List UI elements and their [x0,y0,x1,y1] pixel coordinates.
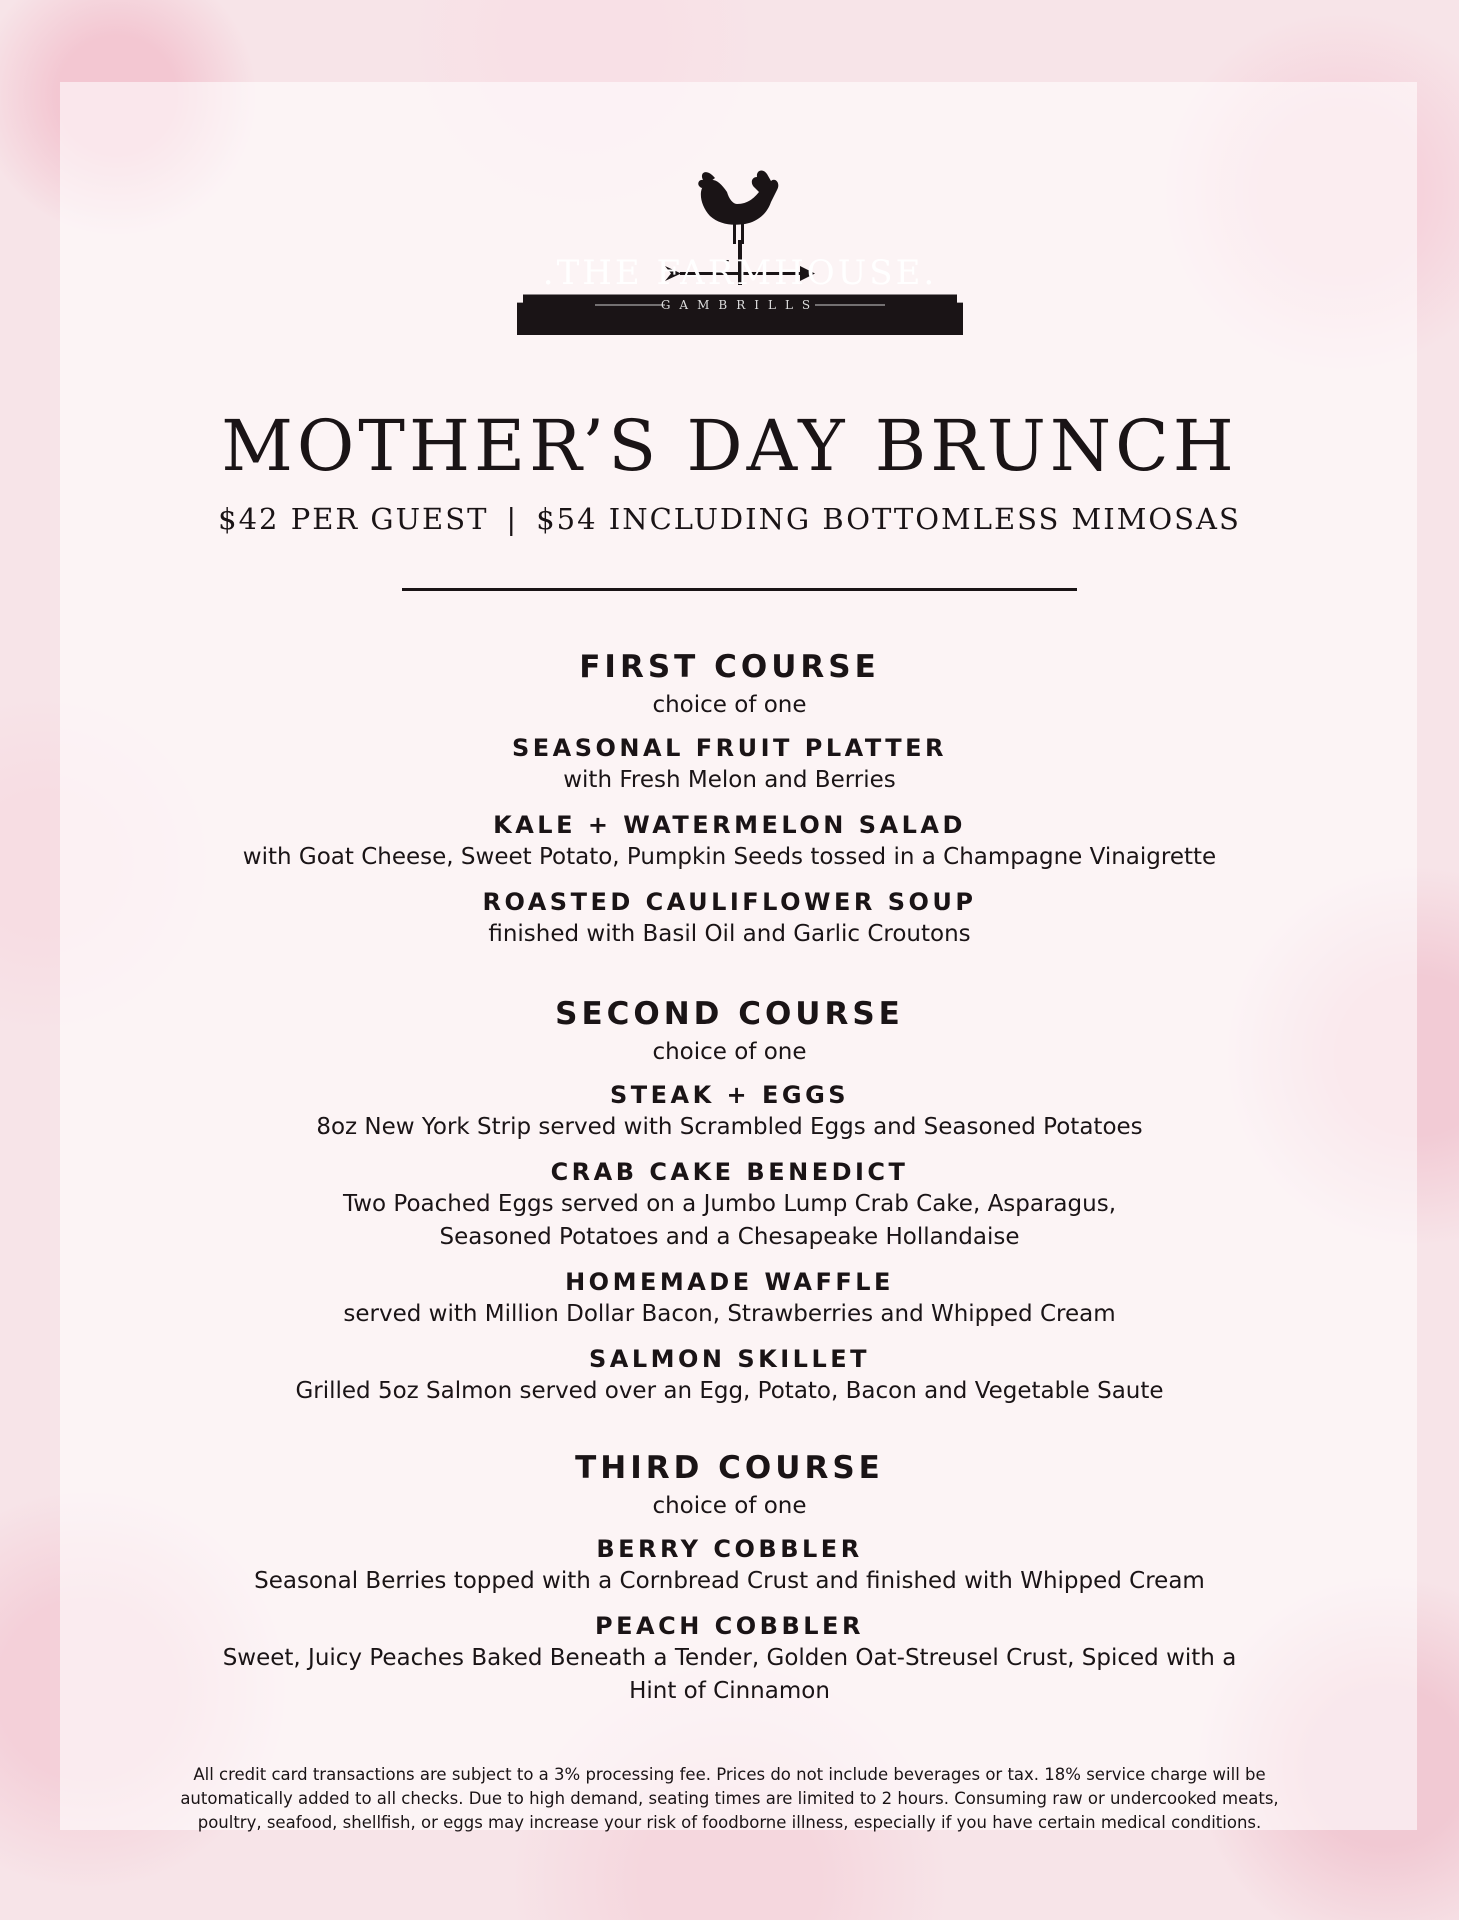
menu-item-desc: with Goat Cheese, Sweet Potato, Pumpkin Seeds tossed in a Champagne Vinaigrette [242,844,1217,870]
third-course-section [70,1447,1389,1720]
first-course-section [70,646,1389,963]
price-per-guest: $42 PER GUEST [218,502,489,536]
menu-item-name: STEAK + EGGS [609,1081,850,1109]
menu-item-name: BERRY COBBLER [596,1535,863,1563]
course-choice: choice of one [652,692,807,718]
footer-disclaimer [130,1763,1329,1835]
menu-item-desc: Seasoned Potatoes and a Chesapeake Hollandaise [439,1224,1020,1250]
brand-name: .THE FARMHOUSE. [542,253,938,293]
menu-item-desc: served with Million Dollar Bacon, Strawberries and Whipped Cream [343,1301,1116,1327]
footer-line: poultry, seafood, shellfish, or eggs may increase your risk of foodborne illness, especially if you have certain medical conditions. [197,1813,1262,1832]
course-title: THIRD COURSE [575,1450,884,1486]
price-separator: | [506,502,519,536]
menu-item-name: SEASONAL FRUIT PLATTER [511,734,948,762]
menu-item-desc: 8oz New York Strip served with Scrambled Eggs and Seasoned Potatoes [316,1114,1143,1140]
footer-line: automatically added to all checks. Due to high demand, seating times are limited to 2 hours. Consuming raw or undercooked meats, [180,1789,1279,1808]
menu-item-desc: with Fresh Melon and Berries [563,767,896,793]
footer-line: All credit card transactions are subject to a 3% processing fee. Prices do not include beverages or tax. 18% service charge will be [193,1765,1266,1784]
menu-item-desc: finished with Basil Oil and Garlic Croutons [488,921,971,947]
menu-item-name: CRAB CAKE BENEDICT [550,1158,909,1186]
farmhouse-logo [505,150,975,335]
menu-item-name: KALE + WATERMELON SALAD [493,811,966,839]
menu-item-desc: Sweet, Juicy Peaches Baked Beneath a Tender, Golden Oat-Streusel Crust, Spiced with a [222,1645,1237,1671]
menu-item-name: HOMEMADE WAFFLE [565,1268,894,1296]
menu-item-desc: Grilled 5oz Salmon served over an Egg, Potato, Bacon and Vegetable Saute [295,1378,1164,1404]
menu-item-name: SALMON SKILLET [588,1345,871,1373]
course-title: FIRST COURSE [579,649,880,685]
price-mimosas: $54 INCLUDING BOTTOMLESS MIMOSAS [536,502,1241,536]
menu-item-desc: Seasonal Berries topped with a Cornbread Crust and finished with Whipped Cream [254,1568,1205,1594]
course-title: SECOND COURSE [555,996,904,1032]
menu-item-name: ROASTED CAULIFLOWER SOUP [482,888,977,916]
divider-rule [402,588,1077,591]
brand-location: GAMBRILLS [660,298,820,312]
menu-item-desc: Two Poached Eggs served on a Jumbo Lump Crab Cake, Asparagus, [342,1191,1116,1217]
page-title: MOTHER’S DAY BRUNCH [221,405,1238,487]
menu-item-desc: Hint of Cinnamon [629,1678,830,1704]
price-line [0,502,1459,536]
menu-item-name: PEACH COBBLER [595,1612,864,1640]
course-choice: choice of one [652,1039,807,1065]
second-course-section [70,993,1389,1420]
course-choice: choice of one [652,1493,807,1519]
